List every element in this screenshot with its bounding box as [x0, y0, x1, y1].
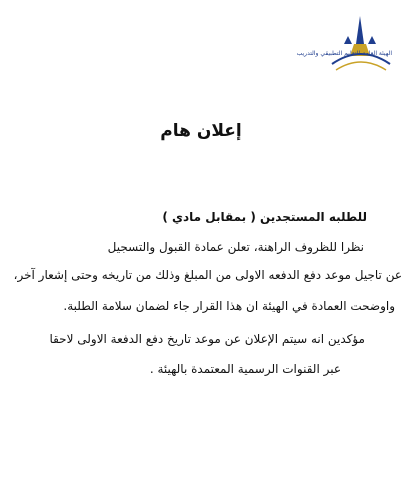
- body-line: نظرا للظروف الراهنة، تعلن عمادة القبول والتسجيل: [107, 240, 364, 254]
- body-line: مؤكدين انه سيتم الإعلان عن موعد تاريخ دفع الدفعة الاولى لاحقا: [49, 332, 365, 346]
- institution-logo: [296, 14, 396, 76]
- logo-text: الهيئة العامة للتعليم التطبيقي والتدريب: [296, 50, 392, 57]
- announcement-title: إعلان هام: [160, 121, 242, 141]
- body-line: عبر القنوات الرسمية المعتمدة بالهيئة .: [149, 362, 341, 376]
- emblem-icon: [296, 14, 396, 76]
- body-line: واوضحت العمادة في الهيئة ان هذا القرار جاء لضمان سلامة الطلبة.: [63, 299, 395, 313]
- body-line: عن تاجيل موعد دفع الدفعه الاولى من المبلغ وذلك من تاريخه وحتى إشعار آخر،: [13, 268, 402, 282]
- announcement-subtitle: للطلبه المستجدين ( بمقابل مادي ): [162, 210, 367, 224]
